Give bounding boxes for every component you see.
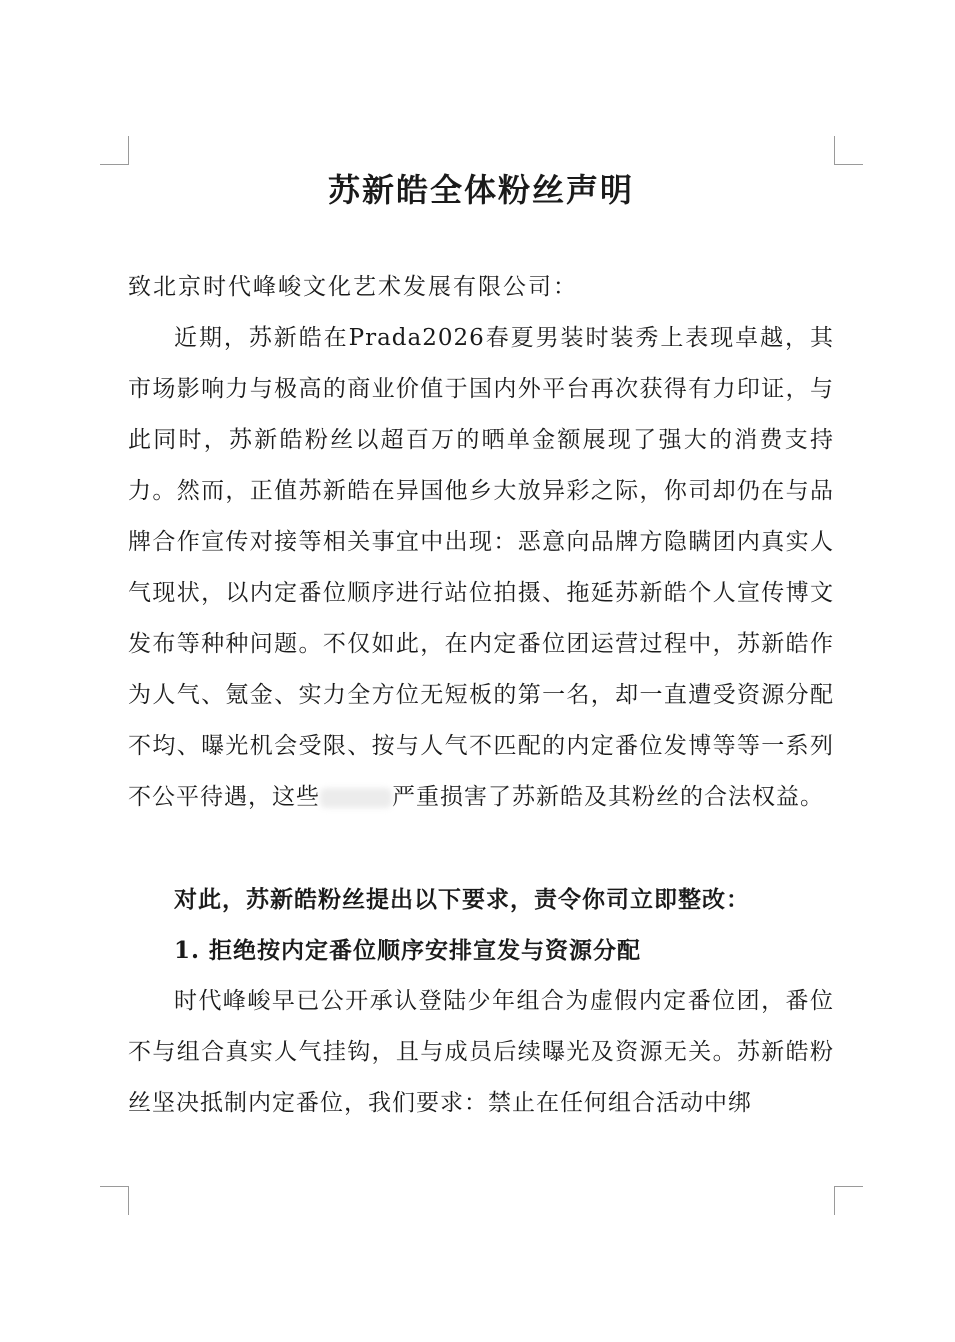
requirement-1-body: 时代峰峻早已公开承认登陆少年组合为虚假内定番位团，番位不与组合真实人气挂钩，且与成员后续曝光及资源无关。苏新皓粉丝坚决抵制内定番位，我们要求：禁止在任何组合活动中绑 — [128, 988, 834, 1116]
document-title: 苏新皓全体粉丝声明 — [327, 171, 634, 209]
requirement-1-title: 1. 拒绝按内定番位顺序安排宣发与资源分配 — [174, 937, 642, 964]
page-corner-mark-top-left — [100, 136, 129, 165]
document-body — [128, 262, 834, 1168]
page-corner-mark-top-right — [834, 136, 863, 165]
page-corner-mark-bottom-left — [100, 1186, 129, 1215]
page-corner-mark-bottom-right — [834, 1186, 863, 1215]
salutation: 致北京时代峰峻文化艺术发展有限公司： — [128, 274, 578, 300]
paragraph-1-text-b: 严重损害了苏新皓及其粉丝的合法权益。 — [392, 784, 824, 810]
requirements-heading: 对此，苏新皓粉丝提出以下要求，责令你司立即整改： — [174, 886, 750, 913]
paragraph-spacer — [128, 823, 834, 874]
paragraph-1-text-a: 近期，苏新皓在Prada2026春夏男装时装秀上表现卓越，其市场影响力与极高的商业价值于国内外平台再次获得有力印证，与此同时，苏新皓粉丝以超百万的晒单金额展现了强大的消费支持力。然而，正值苏新皓在异国他乡大放异彩之际，你司却仍在与品牌合作宣传对接等相关事宜中出现：恶意向品牌方隐瞒团内真实人气现状，以内定番位顺序进行站位拍摄、拖延苏新皓个人宣传博文发布等种种问题。不仅如此，在内定番位团运营过程中，苏新皓作为人气、氪金、实力全方位无短板的第一名，却一直遭受资源分配不均、曝光机会受限、按与人气不匹配的内定番位发博等等一系列不公平待遇，这些 — [128, 325, 834, 810]
redacted-blur — [320, 788, 392, 808]
paragraph-1 — [128, 313, 834, 823]
